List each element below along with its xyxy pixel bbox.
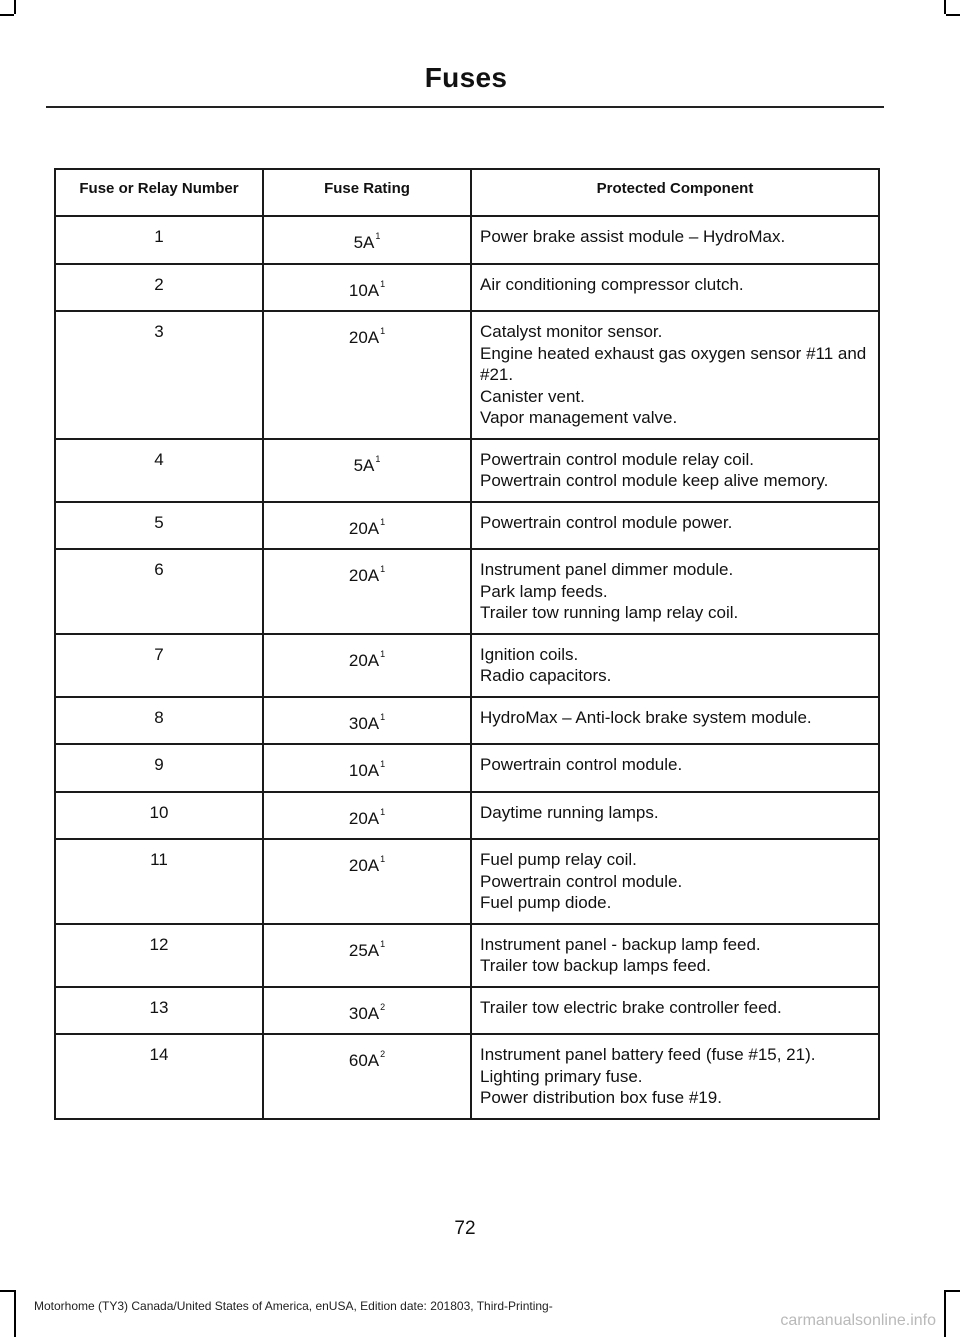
protected-component-line: Trailer tow running lamp relay coil. bbox=[480, 603, 739, 622]
fuse-rating-value: 20A bbox=[348, 328, 380, 347]
protected-component-cell bbox=[471, 549, 879, 634]
fuse-rating-value: 20A bbox=[348, 518, 380, 538]
crop-mark bbox=[946, 14, 960, 16]
table-row bbox=[55, 311, 879, 439]
fuse-number-cell: 5 bbox=[55, 502, 263, 550]
protected-component-line: Trailer tow electric brake controller feed. bbox=[480, 997, 782, 1017]
footnote-marker: 2 bbox=[380, 1049, 386, 1059]
protected-component-line: Vapor management valve. bbox=[480, 408, 678, 427]
table-row bbox=[55, 264, 879, 312]
protected-component-cell bbox=[471, 924, 879, 987]
protected-component-cell bbox=[471, 634, 879, 697]
fuse-number-cell: 1 bbox=[55, 216, 263, 264]
footnote-marker: 1 bbox=[380, 759, 386, 769]
fuse-number-cell: 10 bbox=[55, 792, 263, 840]
table-row bbox=[55, 744, 879, 792]
protected-component-line: Power brake assist module – HydroMax. bbox=[480, 227, 786, 246]
fuse-rating-cell bbox=[263, 744, 471, 792]
fuse-rating-value: 5A bbox=[353, 233, 375, 252]
page-title: Fuses bbox=[424, 62, 508, 93]
fuse-rating-cell bbox=[263, 839, 471, 924]
footnote-marker: 1 bbox=[380, 326, 386, 336]
fuse-rating-value: 5A bbox=[353, 455, 375, 475]
crop-mark bbox=[944, 1290, 946, 1337]
table-row bbox=[55, 987, 879, 1035]
protected-component-line: Powertrain control module keep alive memory. bbox=[480, 471, 829, 490]
footnote-marker: 1 bbox=[380, 564, 386, 574]
fuse-number-cell: 13 bbox=[55, 987, 263, 1035]
crop-mark bbox=[0, 14, 14, 16]
footnote-marker: 1 bbox=[380, 854, 386, 864]
protected-component-cell bbox=[471, 987, 879, 1035]
fuse-rating-value: 10A bbox=[348, 761, 380, 780]
edition-footer: Motorhome (TY3) Canada/United States of America, enUSA, Edition date: 201803, Third-Printing- bbox=[34, 1299, 553, 1313]
crop-mark bbox=[946, 1290, 960, 1292]
fuse-table-body bbox=[55, 216, 879, 1119]
protected-component-cell bbox=[471, 311, 879, 439]
footnote-marker: 1 bbox=[380, 648, 386, 659]
crop-mark bbox=[14, 0, 16, 14]
fuse-rating-cell bbox=[263, 792, 471, 840]
fuse-rating-value: 60A bbox=[348, 1051, 380, 1070]
protected-component-line: Instrument panel dimmer module. bbox=[480, 560, 734, 579]
protected-component-cell bbox=[471, 1034, 879, 1119]
fuse-rating-value: 10A bbox=[348, 280, 380, 300]
fuse-number-cell: 9 bbox=[55, 744, 263, 792]
protected-component-cell bbox=[471, 216, 879, 264]
protected-component-line: Powertrain control module relay coil. bbox=[480, 449, 755, 469]
protected-component-line: Powertrain control module. bbox=[480, 755, 683, 774]
footnote-marker: 1 bbox=[375, 453, 381, 464]
table-row bbox=[55, 439, 879, 502]
footnote-marker: 1 bbox=[380, 806, 386, 817]
footnote-marker: 1 bbox=[380, 516, 386, 527]
fuse-rating-value: 25A bbox=[348, 940, 380, 960]
table-row bbox=[55, 924, 879, 987]
fuse-rating-cell bbox=[263, 549, 471, 634]
column-header-fuse-rating: Fuse Rating bbox=[263, 169, 471, 216]
protected-component-line: Powertrain control module power. bbox=[480, 512, 733, 532]
protected-component-line: Trailer tow backup lamps feed. bbox=[480, 956, 711, 975]
footnote-marker: 1 bbox=[380, 711, 386, 722]
fuse-number-cell: 4 bbox=[55, 439, 263, 502]
protected-component-line: Lighting primary fuse. bbox=[480, 1066, 643, 1086]
footnote-marker: 2 bbox=[380, 1001, 386, 1012]
fuse-number-cell: 14 bbox=[55, 1034, 263, 1119]
fuse-rating-value: 30A bbox=[348, 1003, 380, 1023]
fuse-number-cell: 3 bbox=[55, 311, 263, 439]
table-row bbox=[55, 549, 879, 634]
table-row bbox=[55, 634, 879, 697]
table-row bbox=[55, 792, 879, 840]
fuse-number-cell: 8 bbox=[55, 697, 263, 745]
fuse-rating-cell bbox=[263, 697, 471, 745]
protected-component-line: Powertrain control module. bbox=[480, 871, 683, 891]
protected-component-cell bbox=[471, 502, 879, 550]
table-row bbox=[55, 502, 879, 550]
footnote-marker: 1 bbox=[380, 938, 386, 949]
protected-component-line: Park lamp feeds. bbox=[480, 581, 608, 601]
crop-mark bbox=[0, 1290, 14, 1292]
fuse-number-cell: 11 bbox=[55, 839, 263, 924]
protected-component-cell bbox=[471, 264, 879, 312]
column-header-fuse-number: Fuse or Relay Number bbox=[55, 169, 263, 216]
fuse-table bbox=[54, 168, 880, 1120]
table-row bbox=[55, 216, 879, 264]
protected-component-line: Instrument panel battery feed (fuse #15, 21). bbox=[480, 1045, 816, 1064]
protected-component-line: Engine heated exhaust gas oxygen sensor #11 and #21. bbox=[480, 343, 867, 384]
protected-component-line: Canister vent. bbox=[480, 386, 585, 406]
protected-component-line: Fuel pump relay coil. bbox=[480, 850, 637, 869]
fuse-rating-value: 20A bbox=[348, 566, 380, 585]
fuse-number-cell: 7 bbox=[55, 634, 263, 697]
protected-component-cell bbox=[471, 839, 879, 924]
protected-component-line: Ignition coils. bbox=[480, 644, 579, 664]
protected-component-cell bbox=[471, 439, 879, 502]
fuse-number-cell: 6 bbox=[55, 549, 263, 634]
page-number: 72 bbox=[454, 1218, 476, 1239]
protected-component-cell bbox=[471, 744, 879, 792]
protected-component-line: Radio capacitors. bbox=[480, 666, 612, 685]
fuse-rating-value: 30A bbox=[348, 713, 380, 733]
protected-component-line: Air conditioning compressor clutch. bbox=[480, 274, 744, 294]
protected-component-line: HydroMax – Anti-lock brake system module. bbox=[480, 707, 812, 727]
fuse-number-cell: 12 bbox=[55, 924, 263, 987]
fuse-rating-cell bbox=[263, 264, 471, 312]
fuse-rating-value: 20A bbox=[348, 650, 380, 670]
protected-component-line: Daytime running lamps. bbox=[480, 802, 659, 822]
fuse-rating-value: 20A bbox=[348, 808, 380, 828]
fuse-rating-cell bbox=[263, 439, 471, 502]
fuse-rating-cell bbox=[263, 924, 471, 987]
title-divider bbox=[46, 106, 884, 108]
crop-mark bbox=[944, 0, 946, 14]
protected-component-line: Fuel pump diode. bbox=[480, 893, 612, 912]
fuse-rating-cell bbox=[263, 1034, 471, 1119]
fuse-rating-cell bbox=[263, 311, 471, 439]
table-header-row bbox=[55, 169, 879, 216]
fuse-rating-cell bbox=[263, 987, 471, 1035]
footnote-marker: 1 bbox=[375, 231, 381, 241]
fuse-rating-value: 20A bbox=[348, 856, 380, 875]
protected-component-line: Power distribution box fuse #19. bbox=[480, 1088, 722, 1107]
fuse-number-cell: 2 bbox=[55, 264, 263, 312]
table-row bbox=[55, 697, 879, 745]
fuse-rating-cell bbox=[263, 502, 471, 550]
column-header-protected-component: Protected Component bbox=[471, 169, 879, 216]
table-row bbox=[55, 839, 879, 924]
table-row bbox=[55, 1034, 879, 1119]
protected-component-line: Catalyst monitor sensor. bbox=[480, 322, 663, 341]
fuse-rating-cell bbox=[263, 634, 471, 697]
protected-component-cell bbox=[471, 792, 879, 840]
footnote-marker: 1 bbox=[380, 278, 386, 289]
protected-component-line: Instrument panel - backup lamp feed. bbox=[480, 934, 761, 954]
crop-mark bbox=[14, 1290, 16, 1337]
protected-component-cell bbox=[471, 697, 879, 745]
fuse-rating-cell bbox=[263, 216, 471, 264]
watermark: carmanualsonline.info bbox=[780, 1312, 936, 1329]
